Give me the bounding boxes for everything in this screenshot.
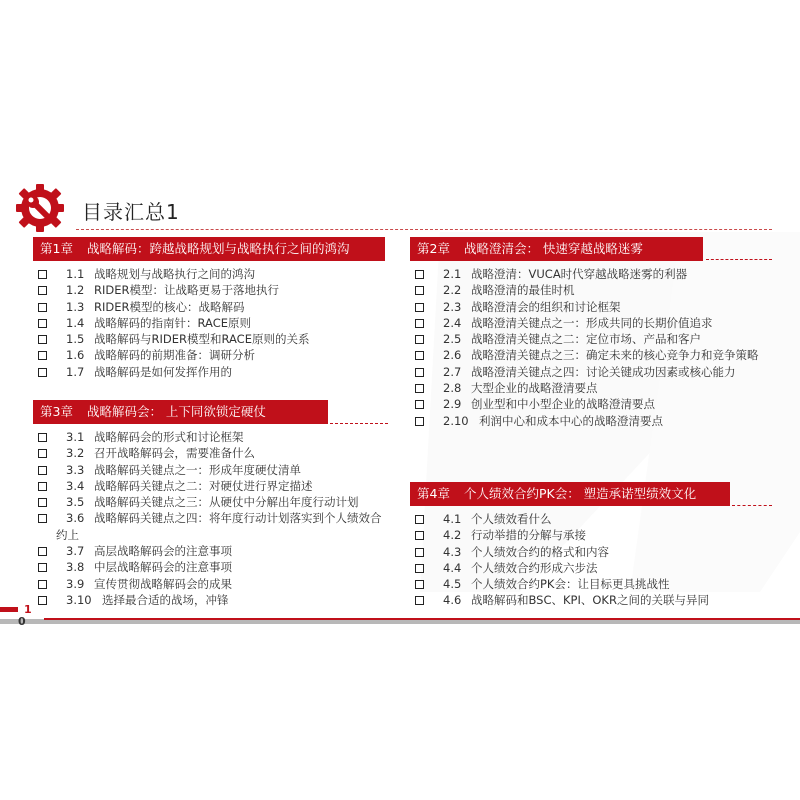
- list-item[interactable]: 1.1 战略规划与战略执行之间的鸿沟: [38, 266, 309, 282]
- checkbox-icon: [38, 433, 47, 442]
- checkbox-icon: [415, 580, 424, 589]
- checkbox-icon: [415, 400, 424, 409]
- list-item[interactable]: 4.5 个人绩效合约PK会：让目标更具挑战性: [415, 576, 709, 592]
- chapter-4-list: [415, 511, 709, 609]
- checkbox-icon: [38, 303, 47, 312]
- list-item[interactable]: 1.4 战略解码的指南针：RACE原则: [38, 315, 309, 331]
- checkbox-icon: [415, 286, 424, 295]
- checkbox-icon: [415, 335, 424, 344]
- page-number-secondary: 0: [18, 615, 26, 628]
- list-item[interactable]: 3.10 选择最合适的战场，冲锋: [38, 592, 390, 608]
- checkbox-icon: [415, 515, 424, 524]
- title-divider: [76, 229, 772, 230]
- checkbox-icon: [38, 596, 47, 605]
- list-item[interactable]: 2.2 战略澄清的最佳时机: [415, 282, 759, 298]
- checkbox-icon: [415, 319, 424, 328]
- list-item[interactable]: 3.8 中层战略解码会的注意事项: [38, 559, 390, 575]
- checkbox-icon: [38, 351, 47, 360]
- list-item[interactable]: 2.9 创业型和中小型企业的战略澄清要点: [415, 396, 759, 412]
- checkbox-icon: [38, 547, 47, 556]
- checkbox-icon: [415, 270, 424, 279]
- chapter-title: 战略澄清会： 快速穿越战略迷雾: [463, 241, 643, 256]
- list-item[interactable]: 2.5 战略澄清关键点之二：定位市场、产品和客户: [415, 331, 759, 347]
- list-item[interactable]: 3.3 战略解码关键点之一：形成年度硬仗清单: [38, 462, 390, 478]
- list-item[interactable]: 2.1 战略澄清：VUCA时代穿越战略迷雾的利器: [415, 266, 759, 282]
- chapter-1-list: [38, 266, 309, 380]
- list-item[interactable]: 1.5 战略解码与RIDER模型和RACE原则的关系: [38, 331, 309, 347]
- list-item[interactable]: 3.4 战略解码关键点之二：对硬仗进行界定描述: [38, 478, 390, 494]
- list-item[interactable]: 2.3 战略澄清会的组织和讨论框架: [415, 299, 759, 315]
- chapter-header-2: [410, 237, 703, 261]
- list-item[interactable]: 3.9 宣传贯彻战略解码会的成果: [38, 576, 390, 592]
- list-item[interactable]: 3.1 战略解码会的形式和讨论框架: [38, 429, 390, 445]
- list-item[interactable]: 2.10 利润中心和成本中心的战略澄清要点: [415, 413, 759, 429]
- chapter-number: 第1章: [40, 241, 73, 256]
- list-item[interactable]: 1.7 战略解码是如何发挥作用的: [38, 364, 309, 380]
- list-item[interactable]: 3.7 高层战略解码会的注意事项: [38, 543, 390, 559]
- list-item[interactable]: 1.6 战略解码的前期准备：调研分析: [38, 347, 309, 363]
- list-item[interactable]: 2.4 战略澄清关键点之一：形成共同的长期价值追求: [415, 315, 759, 331]
- checkbox-icon: [38, 482, 47, 491]
- chapter-header-3: [33, 400, 328, 424]
- checkbox-icon: [38, 498, 47, 507]
- checkbox-icon: [415, 417, 424, 426]
- checkbox-icon: [38, 335, 47, 344]
- chapter-2-list: [415, 266, 759, 429]
- chapter-title: 战略解码：跨越战略规划与战略执行之间的鸿沟: [86, 241, 350, 256]
- checkbox-icon: [38, 580, 47, 589]
- checkbox-icon: [415, 384, 424, 393]
- list-item[interactable]: 2.6 战略澄清关键点之三：确定未来的核心竞争力和竞争策略: [415, 347, 759, 363]
- list-item[interactable]: 4.1 个人绩效看什么: [415, 511, 709, 527]
- checkbox-icon: [415, 303, 424, 312]
- list-item[interactable]: 4.3 个人绩效合约的格式和内容: [415, 544, 709, 560]
- checkbox-icon: [415, 531, 424, 540]
- checkbox-icon: [415, 548, 424, 557]
- chapter-divider: [330, 423, 388, 424]
- list-item[interactable]: 1.2 RIDER模型：让战略更易于落地执行: [38, 282, 309, 298]
- checkbox-icon: [38, 514, 47, 523]
- chapter-number: 第4章: [417, 486, 450, 501]
- checkbox-icon: [415, 368, 424, 377]
- checkbox-icon: [38, 319, 47, 328]
- page-title: 目录汇总1: [82, 200, 180, 224]
- checkbox-icon: [415, 351, 424, 360]
- checkbox-icon: [415, 596, 424, 605]
- checkbox-icon: [38, 368, 47, 377]
- page-number: 1: [24, 603, 32, 616]
- checkbox-icon: [38, 449, 47, 458]
- chapter-title: 战略解码会： 上下同欲锁定硬仗: [86, 404, 266, 419]
- list-item[interactable]: 4.6 战略解码和BSC、KPI、OKR之间的关联与异同: [415, 592, 709, 608]
- chapter-header-1: [33, 237, 385, 261]
- gear-wrench-icon: [12, 182, 68, 234]
- list-item[interactable]: 1.3 RIDER模型的核心：战略解码: [38, 299, 309, 315]
- list-item[interactable]: 4.4 个人绩效合约形成六步法: [415, 560, 709, 576]
- page-marker: [0, 607, 18, 612]
- checkbox-icon: [38, 563, 47, 572]
- chapter-title: 个人绩效合约PK会： 塑造承诺型绩效文化: [463, 486, 697, 501]
- chapter-divider: [706, 259, 772, 260]
- footer-accent-line: [44, 618, 800, 620]
- checkbox-icon: [38, 286, 47, 295]
- list-item[interactable]: 3.6 战略解码关键点之四：将年度行动计划落实到个人绩效合约上: [38, 510, 390, 543]
- checkbox-icon: [38, 270, 47, 279]
- chapter-3-list: [38, 429, 390, 608]
- chapter-number: 第3章: [40, 404, 73, 419]
- checkbox-icon: [38, 466, 47, 475]
- chapter-divider: [732, 505, 772, 506]
- chapter-header-4: [410, 482, 730, 506]
- chapter-number: 第2章: [417, 241, 450, 256]
- list-item[interactable]: 3.5 战略解码关键点之三：从硬仗中分解出年度行动计划: [38, 494, 390, 510]
- list-item[interactable]: 3.2 召开战略解码会，需要准备什么: [38, 445, 390, 461]
- checkbox-icon: [415, 564, 424, 573]
- list-item[interactable]: 2.7 战略澄清关键点之四：讨论关键成功因素或核心能力: [415, 364, 759, 380]
- list-item[interactable]: 4.2 行动举措的分解与承接: [415, 527, 709, 543]
- list-item[interactable]: 2.8 大型企业的战略澄清要点: [415, 380, 759, 396]
